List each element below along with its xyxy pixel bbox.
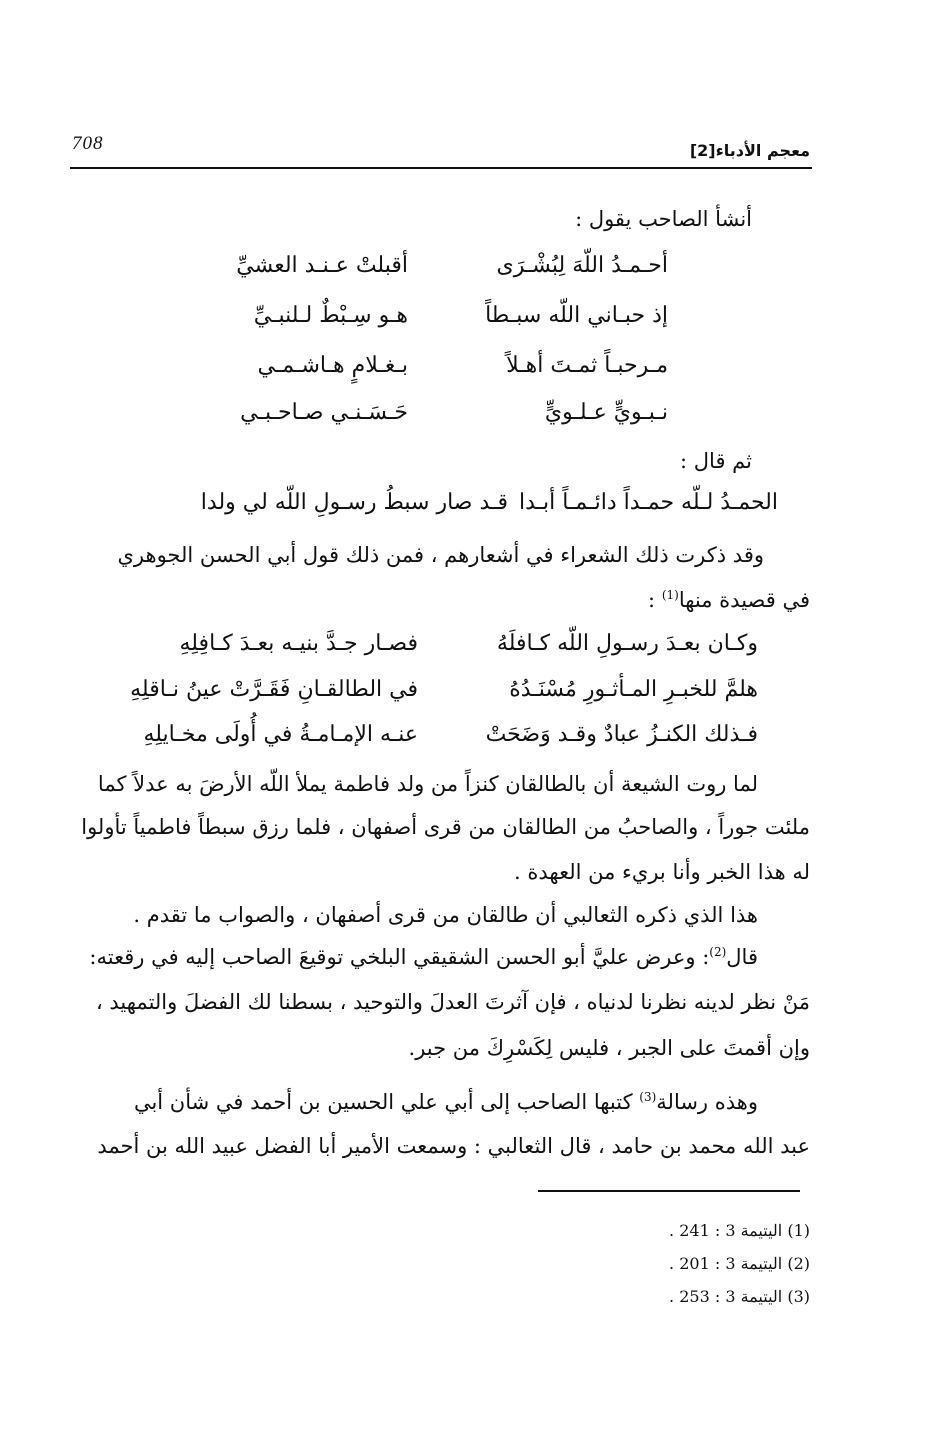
footnote-ref-3: (3): [639, 1090, 657, 1104]
para1-line1: وقد ذكرت ذلك الشعراء في أشعارهم ، فمن ذلك قول أبي الحسن الجوهري: [117, 543, 764, 567]
intro-line: أنشأ الصاحب يقول :: [575, 207, 752, 231]
poem2-verse2-left: في الطالقـانِ فَقَـرَّتْ عينُ نـاقلِهِ: [130, 677, 418, 702]
footnote-ref-2: (2): [709, 945, 727, 959]
poem2-verse2-right: هلمَّ للخبـرِ المـأثـورِ مُسْنَـدُهُ: [509, 677, 758, 702]
poem1-verse4-left: حَـسَـنـي صـاحـبـي: [240, 400, 408, 425]
para5-line2: عبد الله محمد بن حامد ، قال الثعالبي : وسمعت الأمير أبا الفضل عبيد الله بن أحمد: [97, 1134, 810, 1158]
running-title: معجم الأدباء[2]: [689, 141, 810, 160]
poem1-verse3-right: مـرحبـاً ثمـتَ أهـلاً: [506, 353, 668, 378]
poem2-verse3-left: عنـه الإمـامـةُ في أُولَى مخـايلِهِ: [143, 722, 418, 747]
para5-line1: وهذه رسالة$^{(3)}$ كتبها الصاحب إلى أبي علي الحسين بن أحمد في شأن أبي: [133, 1090, 758, 1114]
poem1-verse1-right: أحـمـدُ اللّهَ لِبُشْـرَى: [496, 253, 668, 278]
header-rule: [70, 167, 812, 169]
para3-line: هذا الذي ذكره الثعالبي أن طالقان من قرى أصفهان ، والصواب ما تقدم .: [133, 903, 758, 927]
para4-line2: مَنْ نظر لدينه نظرنا لدنياه ، فإن آثرتَ العدلَ والتوحيد ، بسطنا لك الفضلَ والتمهيد ،: [95, 990, 810, 1014]
poem1-verse2-right: إذ حبـاني اللّه سبـطاً: [485, 303, 668, 328]
para2-line1: لما روت الشيعة أن بالطالقان كنزاً من ولد فاطمة يملأ اللّه الأرضَ به عدلاً كما: [97, 772, 758, 796]
para1-line2: في قصيدة منها$^{(1)}$ :: [648, 588, 810, 612]
page-number: 708: [72, 133, 104, 154]
footnote-rule: [538, 1190, 800, 1192]
poem2-verse1-right: وكـان بعـدَ رسـولِ اللّه كـافلَهُ: [496, 631, 758, 656]
footnote-ref-1: (1): [661, 588, 679, 602]
poem1-verse2-left: هـو سِـبْطٌ لـلنبـيِّ: [253, 303, 408, 328]
then-said: ثم قال :: [680, 449, 752, 473]
single-verse-left: قـد صار سبطُ رسـولِ اللّه لي ولدا: [200, 490, 508, 515]
footnote-2: (2) اليتيمة 3 : 201 .: [669, 1254, 810, 1273]
para2-line2: ملئت جوراً ، والصاحبُ من الطالقان من قرى أصفهان ، فلما رزق سبطاً فاطمياً تأولوا: [81, 815, 810, 839]
footnote-3: (3) اليتيمة 3 : 253 .: [669, 1287, 810, 1306]
poem1-verse4-right: نـبـويٍّ عـلـويٍّ: [544, 400, 668, 425]
poem2-verse3-right: فـذلك الكنـزُ عبادٌ وقـد وَضَحَتْ: [485, 722, 758, 747]
single-verse-right: الحمـدُ لـلّه حمـداً دائـمـاً أبـدا: [518, 490, 778, 515]
para4-line1: قال$^{(2)}$: وعرض عليَّ أبو الحسن الشقيقي البلخي توقيعَ الصاحب إليه في رقعته:: [89, 945, 758, 969]
poem1-verse3-left: بـغـلامٍ هـاشـمـي: [257, 353, 408, 378]
footnote-1: (1) اليتيمة 3 : 241 .: [669, 1221, 810, 1240]
poem1-verse1-left: أقبلتْ عـنـد العشيِّ: [236, 253, 408, 278]
para4-line3: وإن أقمتَ على الجبر ، فليس لِكَسْرِكَ من جبر.: [408, 1036, 810, 1060]
para2-line3: له هذا الخبر وأنا بريء من العهدة .: [514, 860, 810, 884]
poem2-verse1-left: فصـار جـدَّ بنيـه بعـدَ كـافِلِهِ: [179, 631, 418, 656]
